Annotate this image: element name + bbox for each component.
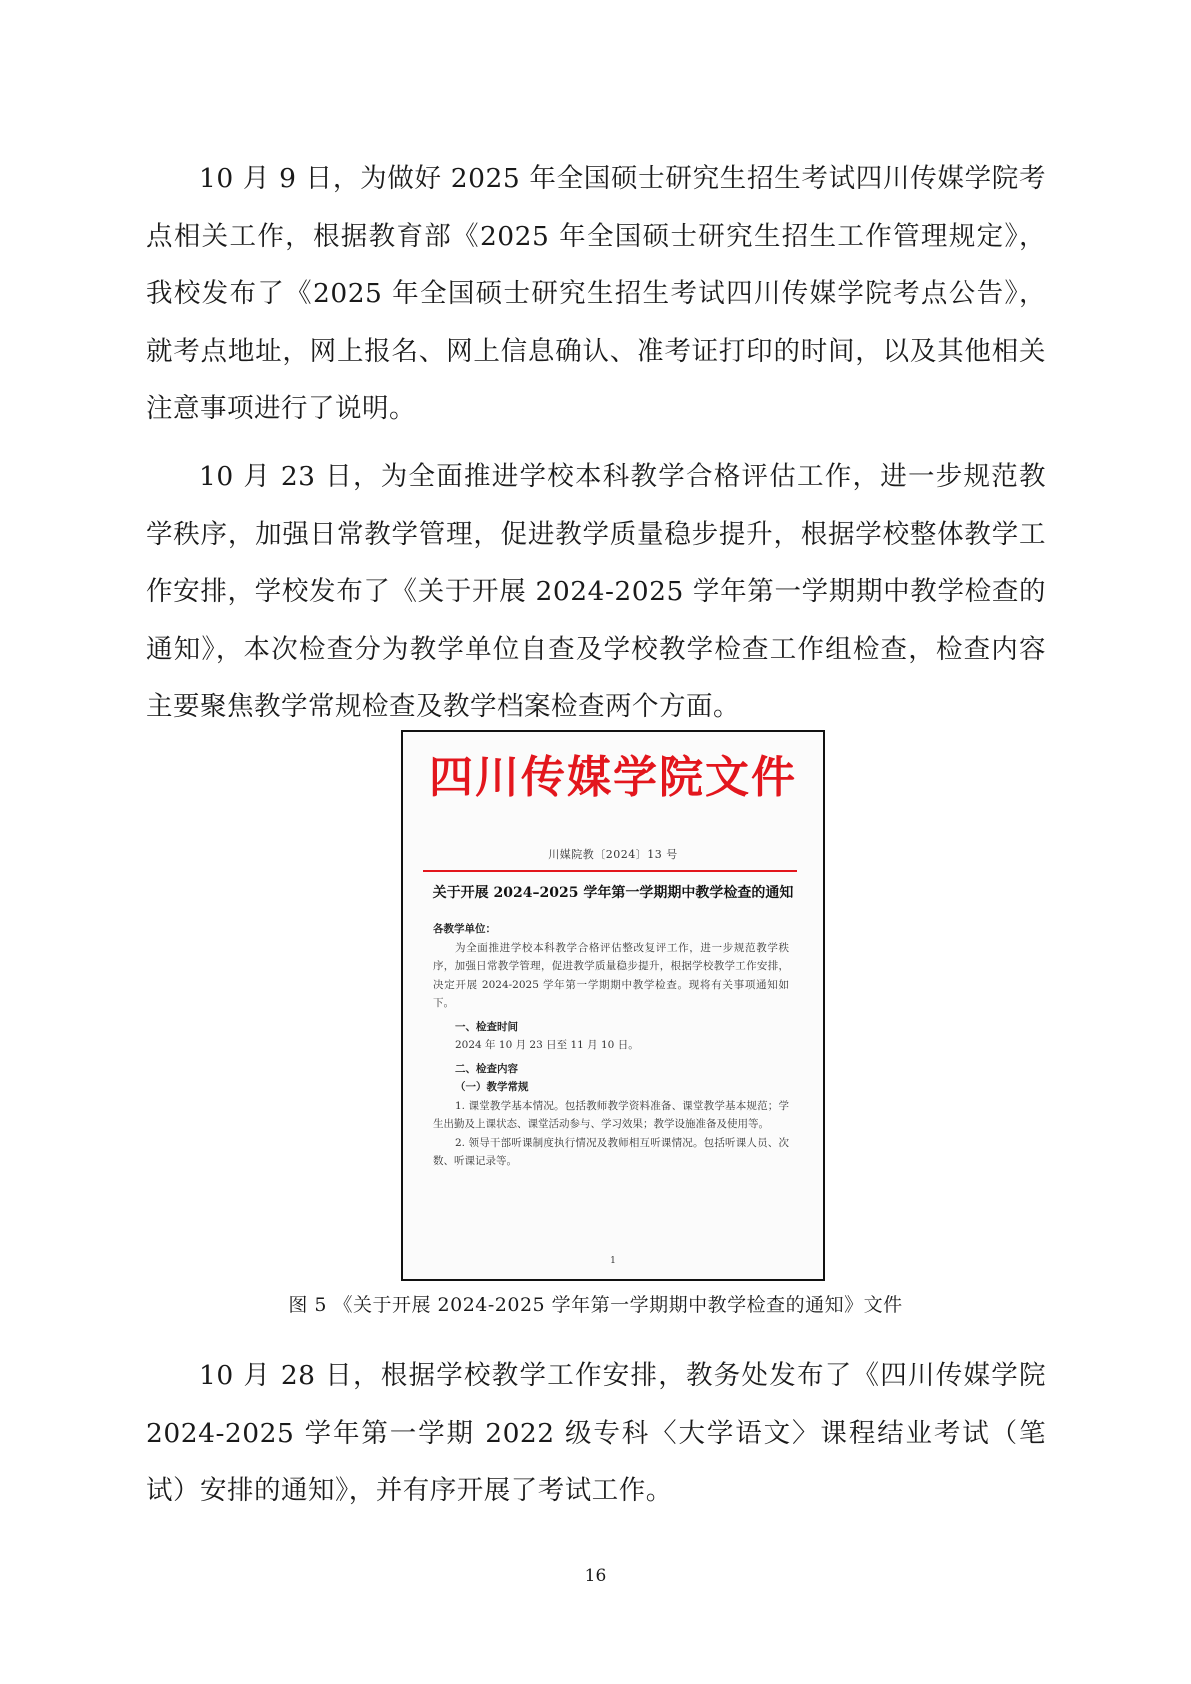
list-item: 2. 领导干部听课制度执行情况及教师相互听课情况。包括听课人员、次数、听课记录等。 [433, 1136, 789, 1167]
paragraph-exam-arrangement: 10 月 28 日，根据学校教学工作安排，教务处发布了《四川传媒学院 2024-2025 学年第一学期 2022 级专科〈大学语文〉课程结业考试（笔试）安排的通知》，并有序开展了考试工作。 [146, 1360, 1046, 1506]
document-header: 四川传媒学院文件 [429, 752, 797, 803]
document-page-number: 1 [610, 1256, 616, 1266]
document-salutation: 各教学单位： [433, 923, 496, 935]
figure-caption: 图 5 《关于开展 2024-2025 学年第一学期期中教学检查的通知》文件 [288, 1294, 903, 1316]
document-title: 关于开展 2024–2025 学年第一学期期中教学检查的通知 [432, 885, 794, 901]
document-number: 川媒院教〔2024〕13 号 [548, 848, 678, 861]
page-number: 16 [584, 1566, 607, 1586]
paragraph-exam-notice: 10 月 9 日，为做好 2025 年全国硕士研究生招生考试四川传媒学院考点相关工作，根据教育部《2025 年全国硕士研究生招生工作管理规定》，我校发布了《2025 年全国硕士研究生招生考试四川传媒学院考点公告》，就考点地址，网上报名、网上信息确认、准考证打印的时间，以及其他相关注意事项进行了说明。 [146, 163, 1046, 424]
section-heading: 二、检查内容 [455, 1062, 518, 1075]
document-body [433, 920, 789, 1171]
section-heading: 一、检查时间 [455, 1020, 518, 1033]
list-item: 1. 课堂教学基本情况。包括教师教学资料准备、课堂教学基本规范；学生出勤及上课状态、课堂活动参与、学习效果；教学设施准备及使用等。 [433, 1099, 789, 1130]
subsection-heading: （一）教学常规 [455, 1081, 529, 1093]
embedded-document-image [401, 730, 825, 1281]
section-text: 2024 年 10 月 23 日至 11 月 10 日。 [455, 1039, 639, 1051]
red-divider-line [423, 870, 797, 872]
document-intro: 为全面推进学校本科教学合格评估整改复评工作，进一步规范教学秩序，加强日常教学管理，促进教学质量稳步提升，根据学校教学工作安排，决定开展 2024-2025 学年第一学期期中教学检查。现将有关事项通知如下。 [433, 941, 789, 1009]
paragraph-midterm-inspection: 10 月 23 日，为全面推进学校本科教学合格评估工作，进一步规范教学秩序，加强日常教学管理，促进教学质量稳步提升，根据学校整体教学工作安排，学校发布了《关于开展 2024-2025 学年第一学期期中教学检查的通知》，本次检查分为教学单位自查及学校教学检查工作组检查，检查内容主要聚焦教学常规检查及教学档案检查两个方面。 [146, 461, 1046, 722]
